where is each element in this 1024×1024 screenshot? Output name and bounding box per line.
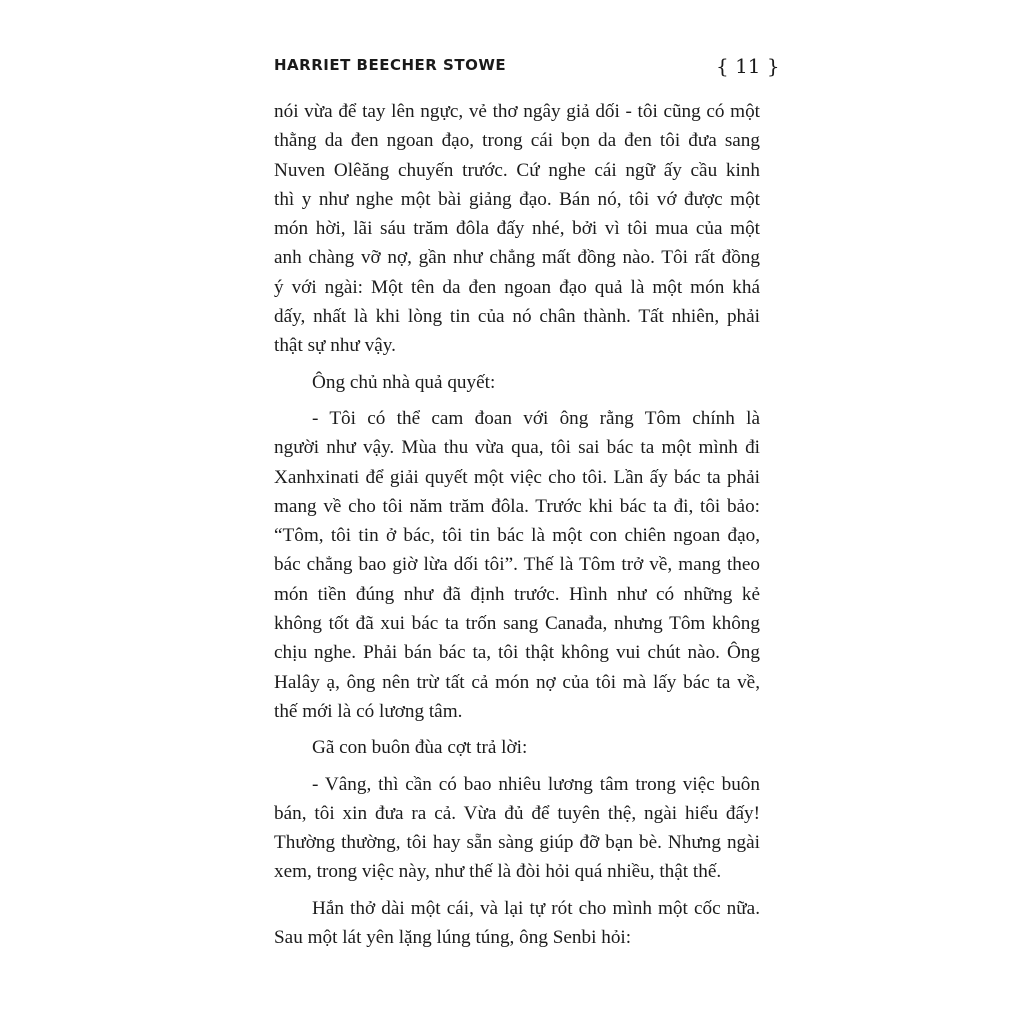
text-line: Xanhxinati để giải quyết một việc cho tôi. Lần ấy bác ta phải: [274, 466, 760, 488]
text-line: thế mới là có lương tâm.: [274, 700, 463, 722]
paragraph: [274, 404, 760, 726]
text-line: Thường thường, tôi hay sẵn sàng giúp đỡ bạn bè. Nhưng ngài: [274, 832, 760, 854]
text-line: Ông chủ nhà quả quyết:: [312, 371, 496, 393]
text-line: món tiền đúng như đã định trước. Hình như có những kẻ: [274, 583, 760, 605]
paragraph: [274, 770, 760, 887]
text-line: - Vâng, thì cần có bao nhiêu lương tâm trong việc buôn: [312, 773, 760, 795]
text-line: món hời, lãi sáu trăm đôla đấy nhé, bởi vì tôi mua của một: [274, 218, 760, 240]
running-header-author: HARRIET BEECHER STOWE: [274, 56, 507, 74]
text-line: thằng da đen ngoan đạo, trong cái bọn da đen tôi đưa sang: [274, 130, 760, 152]
text-line: Halây ạ, ông nên trừ tất cả món nợ của tôi mà lấy bác ta về,: [274, 671, 760, 693]
paragraph: [274, 733, 760, 762]
text-line: người như vậy. Mùa thu vừa qua, tôi sai bác ta một mình đi: [274, 437, 760, 459]
text-line: thì y như nghe một bài giảng đạo. Bán nó, tôi vớ được một: [274, 188, 760, 210]
paragraph: [274, 894, 760, 953]
text-line: mang về cho tôi năm trăm đôla. Trước khi bác ta đi, tôi bảo:: [274, 495, 760, 517]
text-line: xem, trong việc này, như thế là đòi hỏi quá nhiều, thật thế.: [274, 861, 722, 883]
text-line: Nuven Olêăng chuyến trước. Cứ nghe cái ngữ ấy cầu kinh: [274, 159, 760, 181]
page-number: { 11 }: [716, 54, 780, 78]
text-line: dấy, nhất là khi lòng tin của nó chân thành. Tất nhiên, phải: [274, 306, 760, 328]
paragraph: [274, 368, 760, 397]
paragraph: [274, 97, 760, 361]
text-line: Sau một lát yên lặng lúng túng, ông Senbi hỏi:: [274, 927, 632, 949]
text-line: bán, tôi xin đưa ra cả. Vừa đủ để tuyên thệ, ngài hiểu đấy!: [274, 802, 760, 824]
body-text: [274, 97, 760, 952]
text-line: nói vừa để tay lên ngực, vẻ thơ ngây giả dối - tôi cũng có một: [274, 101, 760, 122]
text-line: chịu nghe. Phải bán bác ta, tôi thật không vui chút nào. Ông: [274, 642, 760, 664]
text-line: không tốt đã xui bác ta trốn sang Canađa, nhưng Tôm không: [274, 613, 760, 635]
text-line: ý với ngài: Một tên da đen ngoan đạo quả là một món khá: [274, 276, 760, 298]
text-line: Gã con buôn đùa cợt trả lời:: [312, 737, 528, 759]
text-line: - Tôi có thể cam đoan với ông rằng Tôm chính là: [312, 407, 760, 429]
text-line: Hắn thở dài một cái, và lại tự rót cho mình một cốc nữa.: [312, 897, 760, 919]
text-line: “Tôm, tôi tin ở bác, tôi tin bác là một con chiên ngoan đạo,: [274, 525, 760, 547]
text-line: anh chàng vỡ nợ, gần như chẳng mất đồng nào. Tôi rất đồng: [274, 247, 760, 269]
text-line: bác chẳng bao giờ lừa dối tôi”. Thế là Tôm trở về, mang theo: [274, 554, 760, 576]
text-line: thật sự như vậy.: [274, 335, 396, 357]
